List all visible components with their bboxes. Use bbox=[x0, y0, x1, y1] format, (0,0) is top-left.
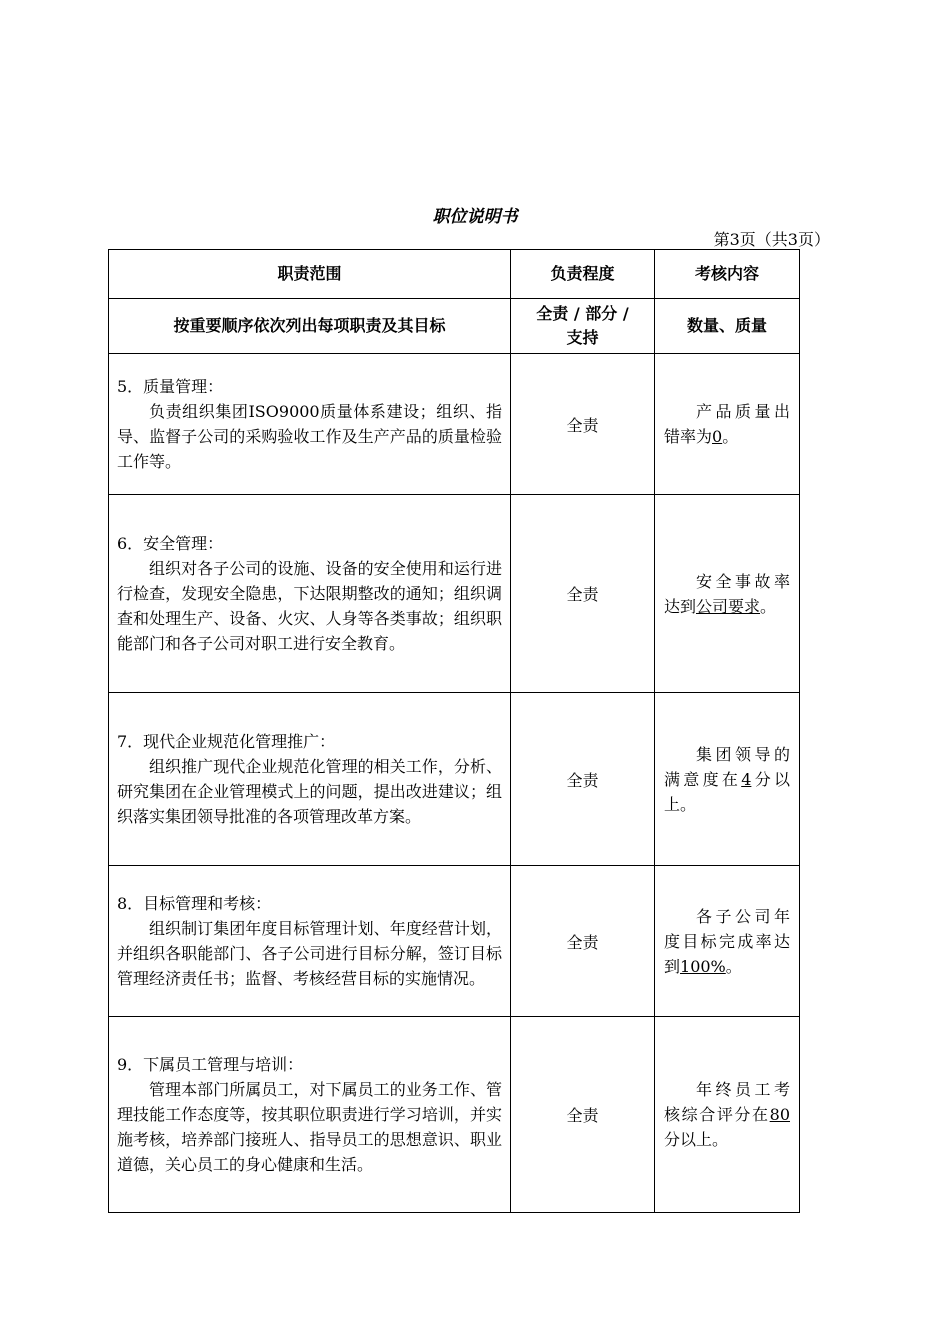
assessment-suffix: 。 bbox=[722, 427, 739, 446]
responsibility-cell: 全责 bbox=[511, 866, 655, 1017]
assessment-suffix: 。 bbox=[725, 956, 742, 976]
duty-heading: 7．现代企业规范化管理推广： bbox=[117, 732, 336, 751]
assessment-cell bbox=[655, 693, 800, 866]
duty-description: 组织对各子公司的设施、设备的安全使用和运行进行检查，发现安全隐患，下达限期整改的通知；组织调查和处理生产、设备、火灾、人身等各类事故；组织职能部门和各子公司对职工进行安全教育。 bbox=[117, 559, 502, 653]
assessment-target: 80 bbox=[769, 1105, 790, 1124]
responsibility-cell: 全责 bbox=[511, 495, 655, 693]
duty-cell bbox=[109, 693, 511, 866]
subheader-duty-scope: 按重要顺序依次列出每项职责及其目标 bbox=[109, 299, 511, 354]
subheader-row bbox=[109, 299, 800, 354]
responsibility-cell: 全责 bbox=[511, 1017, 655, 1213]
header-responsibility-level: 负责程度 bbox=[511, 250, 655, 299]
subheader-responsibility-line1: 全责 / 部分 / bbox=[536, 304, 629, 323]
page-number: 第3页（共3页） bbox=[713, 230, 830, 249]
table-row bbox=[109, 495, 800, 693]
duty-description: 管理本部门所属员工，对下属员工的业务工作、管理技能工作态度等，按其职位职责进行学习培训，并实施考核，培养部门接班人、指导员工的思想意识、职业道德，关心员工的身心健康和生活。 bbox=[117, 1080, 502, 1174]
duty-table bbox=[108, 249, 800, 1213]
duty-heading: 8．目标管理和考核： bbox=[117, 894, 272, 913]
assessment-text: 产品质量出错率为 bbox=[664, 402, 790, 446]
assessment-text: 各子公司年度目标完成率达到 bbox=[664, 906, 790, 976]
responsibility-cell: 全责 bbox=[511, 693, 655, 866]
assessment-text: 年终员工考核综合评分在 bbox=[664, 1080, 790, 1124]
assessment-suffix: 分以上。 bbox=[664, 1130, 729, 1149]
duty-heading: 9．下属员工管理与培训： bbox=[117, 1055, 304, 1074]
duty-description: 组织制订集团年度目标管理计划、年度经营计划，并组织各职能部门、各子公司进行目标分解，签订目标管理经济责任书；监督、考核经营目标的实施情况。 bbox=[117, 919, 502, 988]
header-duty-scope: 职责范围 bbox=[109, 250, 511, 299]
document-title: 职位说明书 bbox=[432, 207, 518, 227]
assessment-target: 4 bbox=[741, 769, 752, 789]
duty-heading: 6．安全管理： bbox=[117, 534, 224, 553]
table-row bbox=[109, 693, 800, 866]
assessment-cell bbox=[655, 866, 800, 1017]
assessment-target: 100% bbox=[680, 956, 726, 976]
table-row bbox=[109, 354, 800, 495]
assessment-cell bbox=[655, 495, 800, 693]
assessment-cell bbox=[655, 1017, 800, 1213]
subheader-responsibility-line2: 支持 bbox=[566, 328, 599, 347]
assessment-suffix: 。 bbox=[760, 596, 777, 616]
duty-description: 负责组织集团ISO9000质量体系建设；组织、指导、监督子公司的采购验收工作及生产产品的质量检验工作等。 bbox=[117, 402, 502, 471]
assessment-cell bbox=[655, 354, 800, 495]
duty-cell bbox=[109, 354, 511, 495]
assessment-target: 0 bbox=[712, 427, 723, 446]
duty-cell bbox=[109, 495, 511, 693]
table-row bbox=[109, 866, 800, 1017]
subheader-assessment: 数量、质量 bbox=[655, 299, 800, 354]
responsibility-cell: 全责 bbox=[511, 354, 655, 495]
assessment-text: 集团领导的满意度在 bbox=[664, 744, 790, 789]
duty-description: 组织推广现代企业规范化管理的相关工作，分析、研究集团在企业管理模式上的问题，提出改进建议；组织落实集团领导批准的各项管理改革方案。 bbox=[117, 757, 502, 826]
assessment-suffix: 分以上。 bbox=[664, 769, 790, 814]
subheader-responsibility-level bbox=[511, 299, 655, 354]
table-row bbox=[109, 1017, 800, 1213]
duty-heading: 5．质量管理： bbox=[117, 377, 224, 396]
duty-cell bbox=[109, 866, 511, 1017]
duty-cell bbox=[109, 1017, 511, 1213]
assessment-target: 公司要求 bbox=[696, 596, 761, 616]
assessment-text: 安全事故率达到 bbox=[664, 571, 790, 616]
header-row bbox=[109, 250, 800, 299]
header-assessment: 考核内容 bbox=[655, 250, 800, 299]
